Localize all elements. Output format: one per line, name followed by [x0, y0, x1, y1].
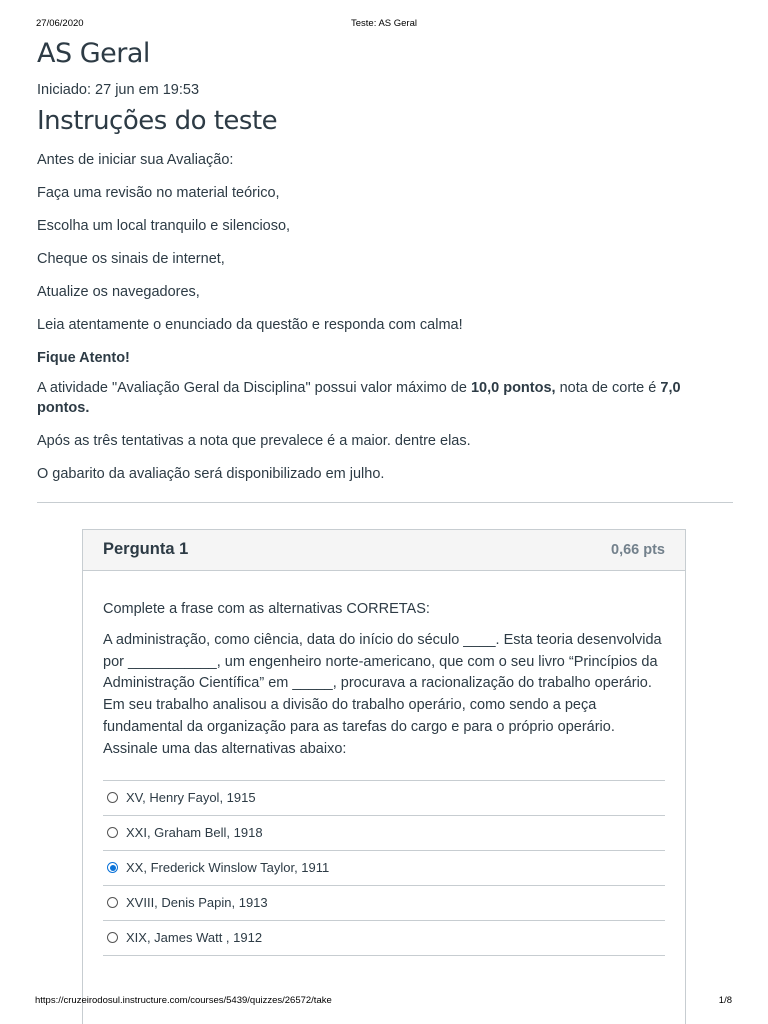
instruction-paragraph: Cheque os sinais de internet,	[37, 251, 225, 267]
question-statement: A administração, como ciência, data do início do século ____. Esta teoria desenvolvida por ___________, um engenheiro norte-americano, que com o seu livro “Princípios da Administração Científica” em _____, procurava a racionalização do trabalho operário. Em seu trabalho analisou a divisão do trabalho operário, como sendo a peça fundamental da organização para as tarefas do cargo e para o próprio operário.	[103, 631, 662, 735]
instruction-paragraph: Faça uma revisão no material teórico,	[37, 185, 280, 201]
question-prompt: Complete a frase com as alternativas CORRETAS:	[103, 601, 430, 617]
print-title: Teste: AS Geral	[350, 18, 417, 29]
print-header	[0, 18, 768, 32]
value-text-part2: nota de corte é	[555, 380, 661, 396]
question-body	[83, 571, 685, 956]
started-timestamp: Iniciado: 27 jun em 19:53	[37, 82, 200, 98]
attention-heading: Fique Atento!	[37, 350, 130, 366]
instructions-body	[37, 150, 733, 484]
radio-button[interactable]	[107, 827, 118, 838]
instruction-paragraph: Antes de iniciar sua Avaliação:	[37, 152, 234, 168]
question-instruction: Assinale uma das alternativas abaixo:	[103, 740, 347, 757]
attempts-paragraph: Após as três tentativas a nota que prevalece é a maior. dentre elas.	[37, 433, 471, 449]
print-footer	[0, 995, 768, 1009]
answer-option[interactable]	[103, 851, 665, 886]
question-points: 0,66 pts	[611, 542, 665, 558]
quiz-title: AS Geral	[37, 38, 150, 69]
radio-button[interactable]	[107, 932, 118, 943]
instruction-paragraph: Atualize os navegadores,	[37, 284, 200, 300]
answer-option[interactable]	[103, 781, 665, 816]
answer-option[interactable]	[103, 816, 665, 851]
print-date: 27/06/2020	[36, 18, 84, 29]
answer-label: XVIII, Denis Papin, 1913	[126, 894, 268, 910]
answer-option[interactable]	[103, 921, 665, 956]
page-number: 1/8	[718, 995, 732, 1006]
answer-list	[103, 780, 665, 956]
radio-button[interactable]	[107, 897, 118, 908]
answer-label: XXI, Graham Bell, 1918	[126, 824, 263, 840]
question-card	[82, 529, 686, 1024]
answer-label: XIX, James Watt , 1912	[126, 929, 263, 945]
gabarito-paragraph: O gabarito da avaliação será disponibilizado em julho.	[37, 466, 385, 482]
instruction-paragraph: Escolha um local tranquilo e silencioso,	[37, 218, 291, 234]
radio-button[interactable]	[107, 792, 118, 803]
answer-label: XX, Frederick Winslow Taylor, 1911	[126, 859, 330, 875]
cut-points: 7,0 pontos.	[37, 380, 681, 416]
question-header	[83, 530, 685, 571]
quiz-content	[37, 36, 733, 497]
radio-button-selected[interactable]	[107, 862, 118, 873]
section-divider	[37, 502, 733, 503]
answer-option[interactable]	[103, 886, 665, 921]
value-text-part1: A atividade "Avaliação Geral da Disciplina" possui valor máximo de	[37, 380, 471, 396]
value-paragraph	[37, 378, 733, 418]
max-points: 10,0 pontos,	[470, 380, 556, 396]
page-url: https://cruzeirodosul.instructure.com/courses/5439/quizzes/26572/take	[35, 995, 332, 1006]
question-name: Pergunta 1	[103, 540, 189, 558]
answer-label: XV, Henry Fayol, 1915	[126, 789, 256, 805]
instruction-paragraph: Leia atentamente o enunciado da questão e responda com calma!	[37, 317, 463, 333]
instructions-title: Instruções do teste	[37, 106, 278, 136]
question-text	[103, 630, 665, 761]
